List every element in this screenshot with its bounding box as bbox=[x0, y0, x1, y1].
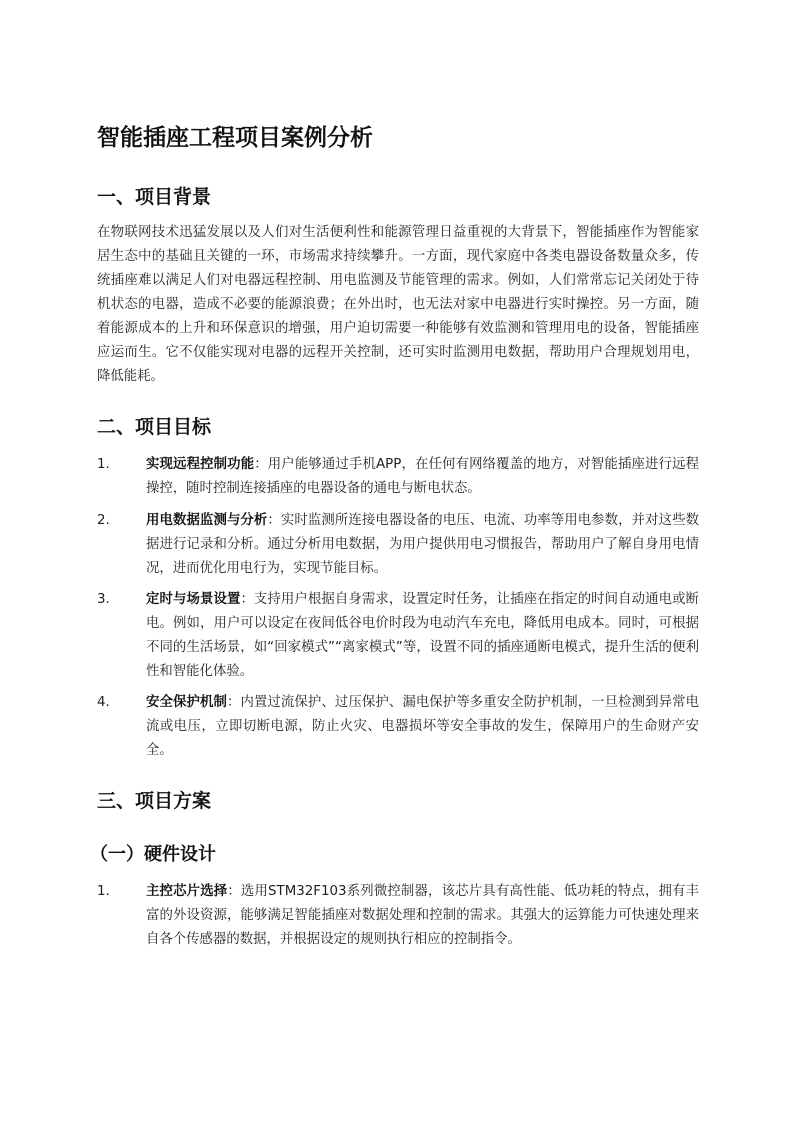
section-heading-background: 一、项目背景 bbox=[97, 186, 212, 208]
section-heading-goals: 二、项目目标 bbox=[97, 416, 212, 438]
list-item-body: ：用户能够通过手机APP，在任何有网络覆盖的地方，对智能插座进行远程操控，随时控制连接插座的电器设备的通电与断电状态。 bbox=[146, 457, 700, 496]
list-text bbox=[146, 453, 699, 501]
list-number: 2. bbox=[97, 513, 110, 528]
list-number: 4. bbox=[97, 695, 110, 710]
list-item-body: ：实时监测所连接电器设备的电压、电流、功率等用电参数，并对这些数据进行记录和分析。通过分析用电数据，为用户提供用电习惯报告，帮助用户了解自身用电情况，进而优化用电行为，实现节能目标。 bbox=[146, 513, 700, 576]
list-text bbox=[146, 509, 699, 581]
list-number: 1. bbox=[97, 457, 110, 472]
list-item-body: ：选用STM32F103系列微控制器，该芯片具有高性能、低功耗的特点，拥有丰富的外设资源，能够满足智能插座对数据处理和控制的需求。其强大的运算能力可快速处理来自各个传感器的数据，并根据设定的规则执行相应的控制指令。 bbox=[146, 884, 700, 947]
list-item-body: ：内置过流保护、过压保护、漏电保护等多重安全防护机制，一旦检测到异常电流或电压，立即切断电源，防止火灾、电器损坏等安全事故的发生，保障用户的生命财产安全。 bbox=[146, 695, 700, 758]
subsection-heading-hardware: （一）硬件设计 bbox=[90, 844, 216, 865]
document-title: 智能插座工程项目案例分析 bbox=[97, 125, 373, 151]
list-text bbox=[146, 880, 699, 952]
list-item-body: ：支持用户根据自身需求，设置定时任务，让插座在指定的时间自动通电或断电。例如，用户可以设定在夜间低谷电价时段为电动汽车充电，降低用电成本。同时，可根据不同的生活场景，如“回家模式”“离家模式”等，设置不同的插座通断电模式，提升生活的便利性和智能化体验。 bbox=[146, 592, 700, 679]
list-item-title: 主控芯片选择 bbox=[146, 884, 228, 899]
list-item-title: 用电数据监测与分析 bbox=[146, 513, 268, 528]
list-text bbox=[146, 691, 699, 763]
list-item-title: 定时与场景设置 bbox=[146, 592, 241, 607]
list-number: 3. bbox=[97, 592, 110, 607]
list-number: 1. bbox=[97, 884, 110, 899]
section-heading-plan: 三、项目方案 bbox=[97, 790, 212, 812]
list-item-title: 安全保护机制 bbox=[146, 695, 227, 710]
background-paragraph: 在物联网技术迅猛发展以及人们对生活便利性和能源管理日益重视的大背景下，智能插座作为智能家居生态中的基础且关键的一环，市场需求持续攀升。一方面，现代家庭中各类电器设备数量众多，传统插座难以满足人们对电器远程控制、用电监测及节能管理的需求。例如，人们常常忘记关闭处于待机状态的电器，造成不必要的能源浪费；在外出时，也无法对家中电器进行实时操控。另一方面，随着能源成本的上升和环保意识的增强，用户迫切需要一种能够有效监测和管理用电的设备，智能插座应运而生。它不仅能实现对电器的远程开关控制，还可实时监测用电数据，帮助用户合理规划用电，降低能耗。 bbox=[97, 225, 699, 384]
list-text bbox=[146, 588, 699, 684]
list-item-title: 实现远程控制功能 bbox=[146, 457, 255, 472]
